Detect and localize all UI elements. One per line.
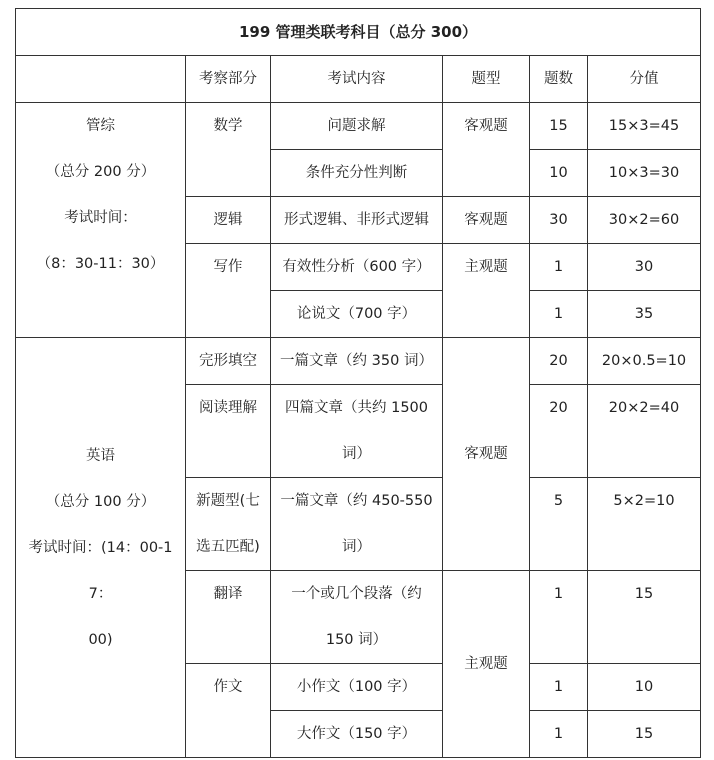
item-count: 30	[530, 197, 588, 244]
item-type: 客观题	[443, 338, 530, 571]
item-content: 小作文（100 字）	[271, 664, 443, 711]
item-count: 1	[530, 244, 588, 291]
section-english	[16, 338, 186, 758]
part-name: 完形填空	[186, 338, 271, 385]
item-score: 10	[588, 664, 701, 711]
header-content: 考试内容	[271, 56, 443, 103]
subject-total: （总分 100 分）	[45, 493, 156, 510]
item-content: 论说文（700 字）	[271, 291, 443, 338]
header-row	[16, 56, 701, 103]
item-type: 客观题	[443, 103, 530, 197]
part-name: 写作	[186, 244, 271, 338]
part-name: 作文	[186, 664, 271, 758]
subject-time: 00)	[88, 631, 113, 648]
item-content: 一篇文章（约 350 词）	[271, 338, 443, 385]
item-content: 有效性分析（600 字）	[271, 244, 443, 291]
exam-table	[15, 8, 701, 758]
item-content-line: 四篇文章（共约 1500	[284, 400, 428, 416]
item-count: 20	[530, 385, 588, 478]
item-content-line: 一篇文章（约 450-550	[280, 493, 433, 509]
item-content	[271, 385, 443, 478]
section-guanzong	[16, 103, 186, 338]
item-content-line: 150 词）	[325, 632, 388, 648]
item-content: 条件充分性判断	[271, 150, 443, 197]
part-name-line: 新题型(七	[196, 493, 260, 509]
item-score: 30	[588, 244, 701, 291]
item-content-line: 词）	[342, 539, 371, 555]
item-content-line: 一个或几个段落（约	[291, 586, 422, 602]
item-content-line: 词）	[342, 446, 371, 462]
item-score: 15	[588, 711, 701, 758]
header-score: 分值	[588, 56, 701, 103]
item-count: 20	[530, 338, 588, 385]
item-count: 15	[530, 103, 588, 150]
header-empty	[16, 56, 186, 103]
item-type: 客观题	[443, 197, 530, 244]
item-count: 10	[530, 150, 588, 197]
item-count: 1	[530, 571, 588, 664]
header-count: 题数	[530, 56, 588, 103]
header-type: 题型	[443, 56, 530, 103]
part-name: 逻辑	[186, 197, 271, 244]
subject-time-label: 考试时间：(14：00-17：	[28, 539, 173, 602]
item-count: 1	[530, 664, 588, 711]
part-name: 数学	[186, 103, 271, 197]
subject-total: （总分 200 分）	[45, 164, 156, 180]
item-score: 10×3=30	[588, 150, 701, 197]
item-content: 问题求解	[271, 103, 443, 150]
item-count: 1	[530, 291, 588, 338]
subject-time-label: 考试时间：	[64, 210, 137, 226]
item-count: 1	[530, 711, 588, 758]
item-score: 30×2=60	[588, 197, 701, 244]
item-content: 形式逻辑、非形式逻辑	[271, 197, 443, 244]
table-row	[16, 103, 701, 150]
table-title: 199 管理类联考科目（总分 300）	[16, 9, 701, 56]
item-type: 主观题	[443, 244, 530, 338]
part-name: 阅读理解	[186, 385, 271, 478]
item-score: 5×2=10	[588, 478, 701, 571]
part-name-line: 选五匹配)	[196, 539, 260, 555]
header-part: 考察部分	[186, 56, 271, 103]
item-score: 15×3=45	[588, 103, 701, 150]
subject-time: （8：30-11：30）	[36, 256, 165, 272]
item-score: 15	[588, 571, 701, 664]
item-score: 20×2=40	[588, 385, 701, 478]
item-score: 20×0.5=10	[588, 338, 701, 385]
part-name	[186, 478, 271, 571]
item-type: 主观题	[443, 571, 530, 758]
item-content	[271, 571, 443, 664]
item-count: 5	[530, 478, 588, 571]
item-content	[271, 478, 443, 571]
item-score: 35	[588, 291, 701, 338]
part-name: 翻译	[186, 571, 271, 664]
item-content: 大作文（150 字）	[271, 711, 443, 758]
subject-name: 英语	[86, 447, 115, 464]
subject-name: 管综	[86, 118, 115, 134]
table-row	[16, 338, 701, 385]
